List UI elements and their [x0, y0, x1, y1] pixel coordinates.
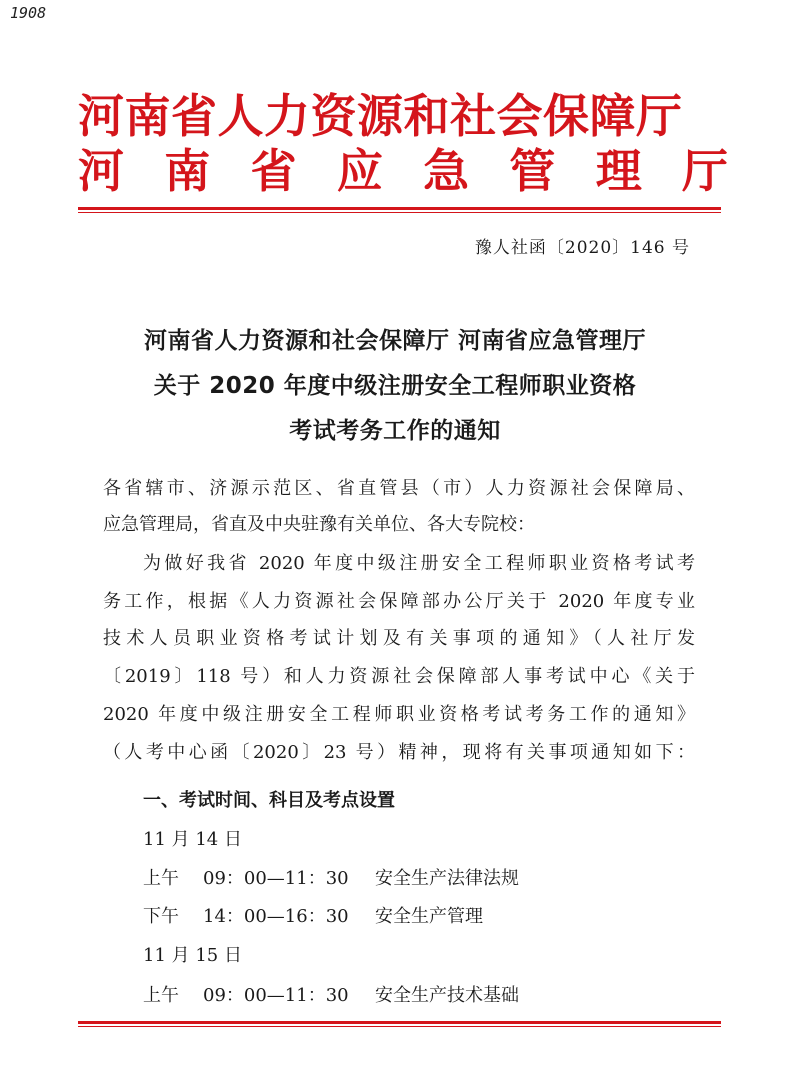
paragraph-line: 务工作，根据《人力资源社会保障部办公厅关于 2020 年度专业 — [103, 591, 695, 612]
session-period: 下午 — [143, 906, 179, 927]
session-subject: 安全生产技术基础 — [375, 985, 519, 1006]
agency-2-char: 省 — [250, 144, 297, 198]
header-red-rule-thin — [78, 212, 721, 213]
schedule-day: 11 月 14 日 — [143, 829, 242, 850]
agency-2-char: 河 — [78, 144, 124, 198]
agency-name-hrss: 河南省人力资源和社会保障厅 — [78, 89, 683, 143]
agency-2-char: 理 — [595, 144, 642, 198]
paragraph-line: 技术人员职业资格考试计划及有关事项的通知》（人社厅发 — [103, 628, 695, 649]
document-title-line-2: 关于 2020 年度中级注册安全工程师职业资格 — [153, 373, 637, 399]
schedule-session — [143, 978, 519, 1014]
paragraph-line: 为做好我省 2020 年度中级注册安全工程师职业资格考试考 — [143, 553, 695, 574]
session-time: 09：00—11：30 — [203, 985, 349, 1006]
agency-name-emergency — [78, 143, 728, 199]
paragraph-line: 〔2019〕118 号）和人力资源社会保障部人事考试中心《关于 — [103, 666, 695, 687]
document-title-line-3: 考试考务工作的通知 — [289, 418, 501, 444]
addressee-line-2: 应急管理局，省直及中央驻豫有关单位、各大专院校： — [103, 514, 535, 535]
agency-2-char: 管 — [509, 144, 556, 198]
header-red-rule-thick — [78, 207, 721, 210]
schedule-day: 11 月 15 日 — [143, 945, 242, 966]
paragraph-line: （人考中心函〔2020〕23 号）精神，现将有关事项通知如下： — [103, 742, 695, 763]
agency-2-char: 应 — [336, 144, 383, 198]
addressee-line-1: 各省辖市、济源示范区、省直管县（市）人力资源社会保障局、 — [103, 478, 695, 499]
agency-2-char: 南 — [164, 144, 211, 198]
session-time: 14：00—16：30 — [203, 906, 349, 927]
document-number: 豫人社函〔2020〕146 号 — [474, 238, 690, 258]
document-title-line-1: 河南省人力资源和社会保障厅 河南省应急管理厅 — [143, 328, 646, 354]
paragraph-line: 2020 年度中级注册安全工程师职业资格考试考务工作的通知》 — [103, 704, 695, 725]
agency-2-char: 急 — [423, 144, 470, 198]
handwritten-page-number: 1908 — [10, 4, 47, 22]
session-subject: 安全生产管理 — [375, 906, 483, 927]
section-heading: 一、考试时间、科目及考点设置 — [143, 790, 395, 811]
session-subject: 安全生产法律法规 — [375, 868, 519, 889]
agency-2-char: 厅 — [681, 144, 728, 198]
footer-red-rule-thin — [78, 1026, 721, 1027]
session-period: 上午 — [143, 985, 179, 1006]
schedule-session — [143, 899, 483, 935]
session-time: 09：00—11：30 — [203, 868, 349, 889]
session-period: 上午 — [143, 868, 179, 889]
footer-red-rule-thick — [78, 1021, 721, 1024]
schedule-session — [143, 861, 519, 897]
